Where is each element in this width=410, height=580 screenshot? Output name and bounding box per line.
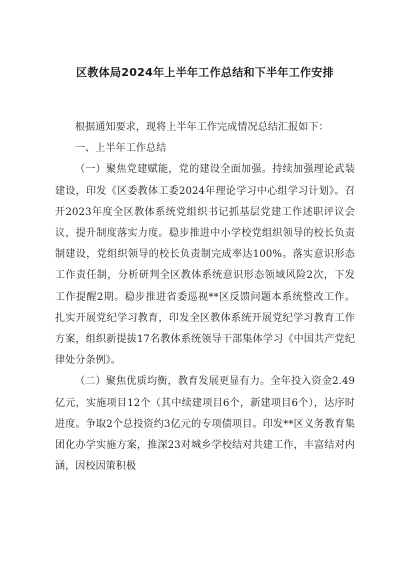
body-paragraph-party-building: （一）聚焦党建赋能，党的建设全面加强。持续加强理论武装建设，印发《区委教体工委2024年理论学习中心组学习计划》。召开2023年度全区教体系统党组织书记抓基层党建工作述职评议会议，提升制度落实力度。稳步推进中小学校党组织领导的校长负责制建设，党组织领导的校长负责制完成率达100%。落实意识形态工作责任制，分析研判全区教体系统意识形态领域风险2次，下发工作提醒2期。稳步推进省委巡视**区反馈问题本系统整改工作。扎实开展党纪学习教育，印发全区教体系统开展党纪学习教育工作方案，组织新提拔17名教体系统领导干部集体学习《中国共产党纪律处分条例》。 — [55, 164, 355, 367]
body-paragraph-education-development: （二）聚焦优质均衡，教育发展更显有力。全年投入资金2.49亿元，实施项目12个（其中续建项目6个，新建项目6个），达序时进度。争取2个总投资约3亿元的专项债项目。印发**区义务教育集团化办学实施方案，推深23对城乡学校结对共建工作，丰富结对内涵，因校因策积极 — [55, 376, 355, 473]
section-heading: 一、上半年工作总结 — [75, 143, 167, 155]
document-title: 区教体局2024年上半年工作总结和下半年工作安排 — [76, 66, 334, 79]
intro-paragraph: 根据通知要求，现将上半年工作完成情况总结汇报如下： — [75, 122, 329, 133]
document-body — [55, 117, 355, 477]
